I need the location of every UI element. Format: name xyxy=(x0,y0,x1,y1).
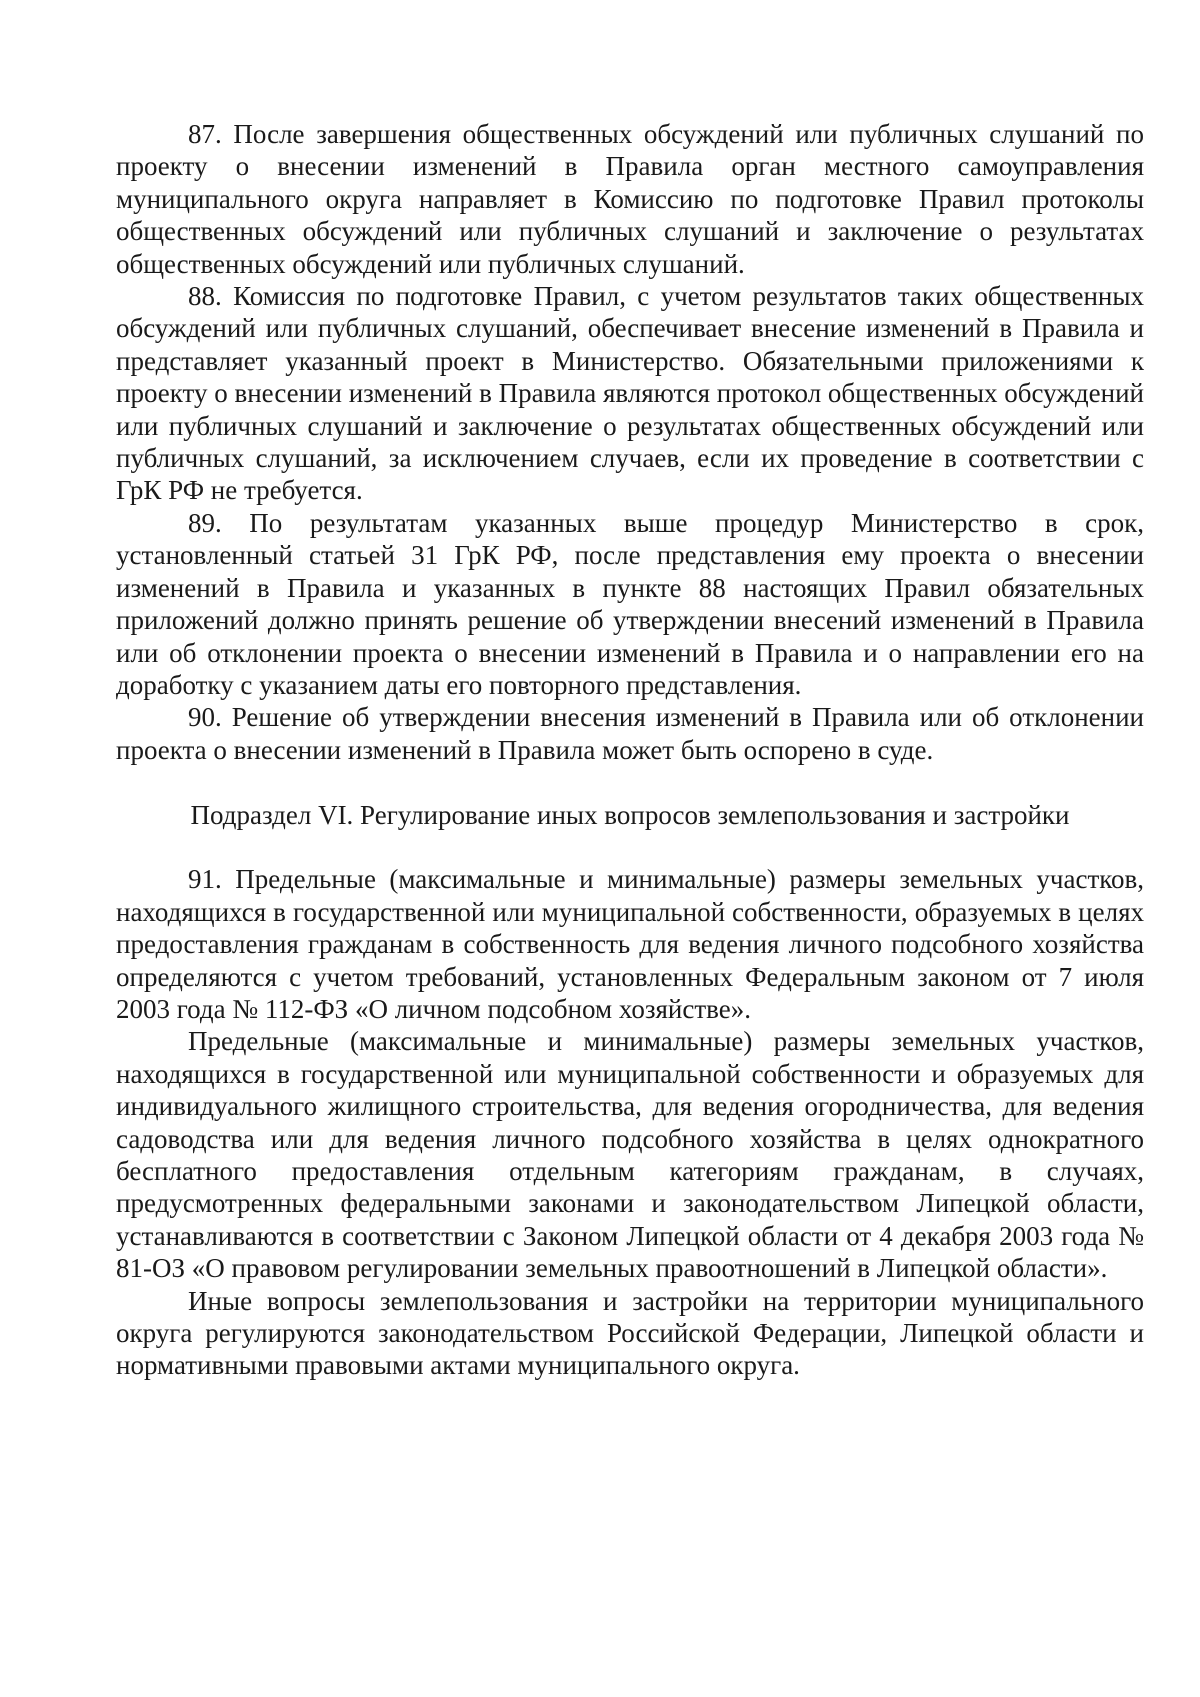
paragraph-87: 87. После завершения общественных обсуждений или публичных слушаний по проекту о внесении изменений в Правила орган местного самоуправления муниципального округа направляет в Комиссию по подготовке Правил протоколы общественных обсуждений или публичных слушаний и заключение о результатах общественных обсуждений или публичных слушаний. xyxy=(116,119,1144,279)
paragraph-91-part-2: Предельные (максимальные и минимальные) размеры земельных участков, находящихся в государственной или муниципальной собственности и образуемых для индивидуального жилищного строительства, для ведения огородничества, для ведения садоводства или для ведения личного подсобного хозяйства в целях однократного бесплатного предоставления отдельным категориям гражданам, в случаях, предусмотренных федеральными законами и законодательством Липецкой области, устанавливаются в соответствии с Законом Липецкой области от 4 декабря 2003 года № 81-ОЗ «О правовом регулировании земельных правоотношений в Липецкой области». xyxy=(116,1026,1144,1284)
subsection-heading: Подраздел VI. Регулирование иных вопросов землепользования и застройки xyxy=(190,799,1070,830)
paragraph-91-part-3: Иные вопросы землепользования и застройки на территории муниципального округа регулируются законодательством Российской Федерации, Липецкой области и нормативными правовыми актами муниципального округа. xyxy=(116,1285,1144,1381)
spacer xyxy=(116,766,1144,798)
spacer xyxy=(116,831,1144,863)
paragraph-91: 91. Предельные (максимальные и минимальные) размеры земельных участков, находящихся в государственной или муниципальной собственности, образуемых в целях предоставления гражданам в собственность для ведения личного подсобного хозяйства определяются с учетом требований, установленных Федеральным законом от 7 июля 2003 года № 112-ФЗ «О личном подсобном хозяйстве». xyxy=(116,864,1144,1024)
paragraph-90: 90. Решение об утверждении внесения изменений в Правила или об отклонении проекта о внесении изменений в Правила может быть оспорено в суде. xyxy=(116,702,1144,765)
paragraph-88: 88. Комиссия по подготовке Правил, с учетом результатов таких общественных обсуждений или публичных слушаний, обеспечивает внесение изменений в Правила и представляет указанный проект в Министерство. Обязательными приложениями к проекту о внесении изменений в Правила являются протокол общественных обсуждений или публичных слушаний и заключение о результатах общественных обсуждений или публичных слушаний, за исключением случаев, если их проведение в соответствии с ГрК РФ не требуется. xyxy=(116,281,1144,506)
paragraph-89: 89. По результатам указанных выше процедур Министерство в срок, установленный статьей 31 ГрК РФ, после представления ему проекта о внесении изменений в Правила и указанных в пункте 88 настоящих Правил обязательных приложений должно принять решение об утверждении внесений изменений в Правила или об отклонении проекта о внесении изменений в Правила и о направлении его на доработку с указанием даты его повторного представления. xyxy=(116,507,1144,700)
document-page xyxy=(116,118,1144,1382)
